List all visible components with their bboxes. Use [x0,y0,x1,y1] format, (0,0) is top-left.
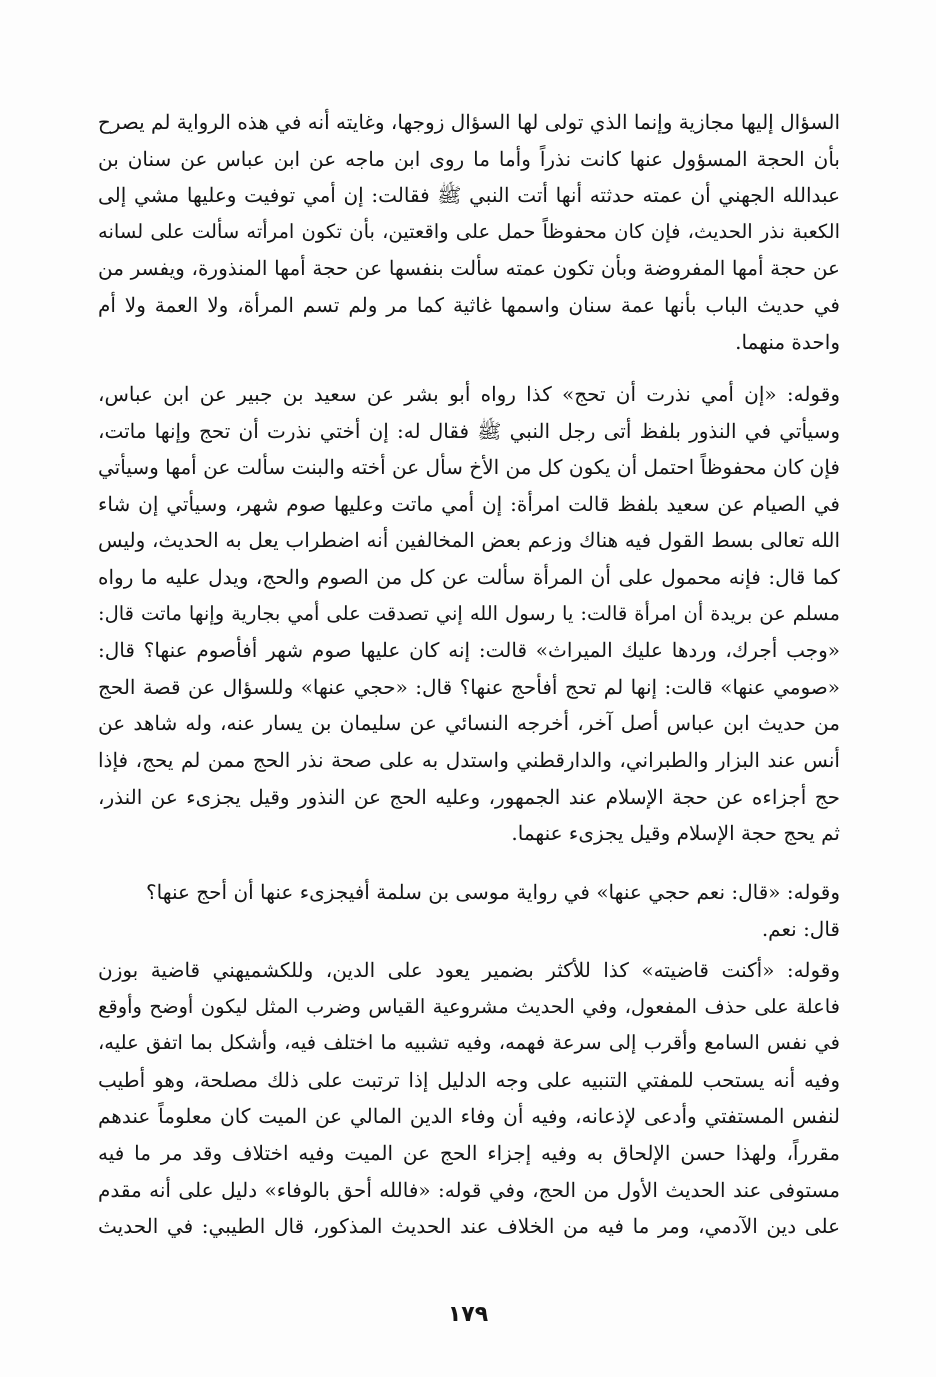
text-line: مقرراً، ولهذا حسن الإلحاق به وفيه إجزاء الحج عن الميت وفيه اختلاف وقد مر ما فيه [98,1140,840,1165]
text-line: وقوله: «أكنت قاضيته» كذا للأكثر بضمير يعود على الدين، وللكشميهني قاضية بوزن [98,958,840,982]
text-line: لنفس المستفتي وأدعى لإذعانه، وفيه أن وفاء الدين المالي عن الميت كان معلوماً عندهم [98,1104,840,1129]
text-line: بأن الحجة المسؤول عنها كانت نذراً وأما ما روى ابن ماجه عن ابن عباس عن سنان بن [98,146,840,171]
text-line: وقوله: «إن أمي نذرت أن تحج» كذا رواه أبو بشر عن سعيد بن جبير عن ابن عباس، [98,382,840,406]
text-line: في نفس السامع وأقرب إلى سرعة فهمه، وفيه تشبيه ما اختلف فيه، وأشكل بما اتفق عليه، [98,1031,840,1055]
text-line: الكعبة نذر الحديث، فإن كان محفوظاً حمل على واقعتين، بأن تكون امرأته سألت على لسانه [98,219,840,243]
text-line: «صومي عنها» قالت: إنها لم تحج أفأحج عنها؟ قال: «حجي عنها» وللسؤال عن قصة الحج [98,674,840,699]
text-line: السؤال إليها مجازية وإنما الذي تولى لها السؤال زوجها، وغايته أنه في هذه الرواية لم يصرح [98,110,840,134]
text-line: في حديث الباب بأنها عمة سنان واسمها غاثية كما مر ولم تسم المرأة، ولا العمة ولا أم [98,292,840,317]
text-line: قال: نعم. [761,916,840,941]
paragraph-4 [98,952,840,1245]
text-line: ثم يحج حجة الإسلام وقيل يجزىء عنهما. [511,821,840,846]
text-line: أنس عند البزار والطبراني، والدارقطني واستدل به على صحة نذر الحج ممن لم يحج، فإذا [98,747,840,772]
text-line: مسلم عن بريدة أن امرأة قالت: يا رسول الله إني تصدقت على أمي بجارية وإنها ماتت قال: [98,601,840,625]
text-line: فاعلة على حذف المفعول، وفي الحديث مشروعية القياس وضرب المثل ليكون أوضح وأوقع [98,994,840,1018]
text-line: وقوله: «قال: نعم حجي عنها» في رواية موسى بن سلمة أفيجزىء عنها أن أحج عنها؟ [146,880,840,904]
text-line: وفيه أنه يستحب للمفتي التنبيه على وجه الدليل إذا ترتبت على ذلك مصلحة، وهو أطيب [98,1067,840,1092]
text-line: وسيأتي في النذور بلفظ أتى رجل النبي ﷺ فقال له: إن أختي نذرت أن تحج وإنها ماتت، [98,418,840,443]
text-line: على دين الآدمي، ومر ما فيه من الخلاف عند الحديث المذكور، قال الطيبي: في الحديث [98,1214,840,1239]
text-line: واحدة منهما. [735,329,840,354]
paragraph-1 [98,104,840,360]
text-line: في الصيام عن سعيد بلفظ قالت امرأة: إن أمي ماتت وعليها صوم شهر، وسيأتي إن شاء [98,491,840,516]
text-line: من حديث ابن عباس أصل آخر، أخرجه النسائي عن سليمان بن يسار عنه، وله شاهد عن [98,711,840,736]
text-line: الله تعالى بسط القول فيه هناك وزعم بعض المخالفين أنه اضطراب يعل به الحديث، وليس [98,528,840,553]
paragraph-3 [98,874,840,947]
paragraph-2 [98,376,840,852]
text-line: عبدالله الجهني أن عمته حدثته أنها أتت النبي ﷺ فقالت: إن أمي توفيت وعليها مشي إلى [98,183,840,208]
text-line: مستوفى عند الحديث الأول من الحج، وفي قوله: «فالله أحق بالوفاء» دليل على أنه مقدم [98,1177,840,1202]
text-line: حج أجزاءه عن حجة الإسلام عند الجمهور، وعليه الحج عن النذور وقيل يجزىء عن النذر، [98,784,840,809]
text-line: عن حجة أمها المفروضة وبأن تكون عمته سألت بنفسها عن حجة أمها المنذورة، ويفسر من [98,256,840,281]
text-line: كما قال: فإنه محمول على أن المرأة سألت عن كل من الصوم والحج، ويدل عليه ما رواه [98,564,840,589]
text-line: «وجب أجرك، وردها عليك الميراث» قالت: إنه كان عليها صوم شهر أفأصوم عنها؟ قال: [98,638,840,663]
text-line: فإن كان محفوظاً احتمل أن يكون كل من الأخ سأل عن أخته والبنت سألت عن أمها وسيأتي [98,455,840,480]
page-number: ١٧٩ [447,1302,489,1327]
